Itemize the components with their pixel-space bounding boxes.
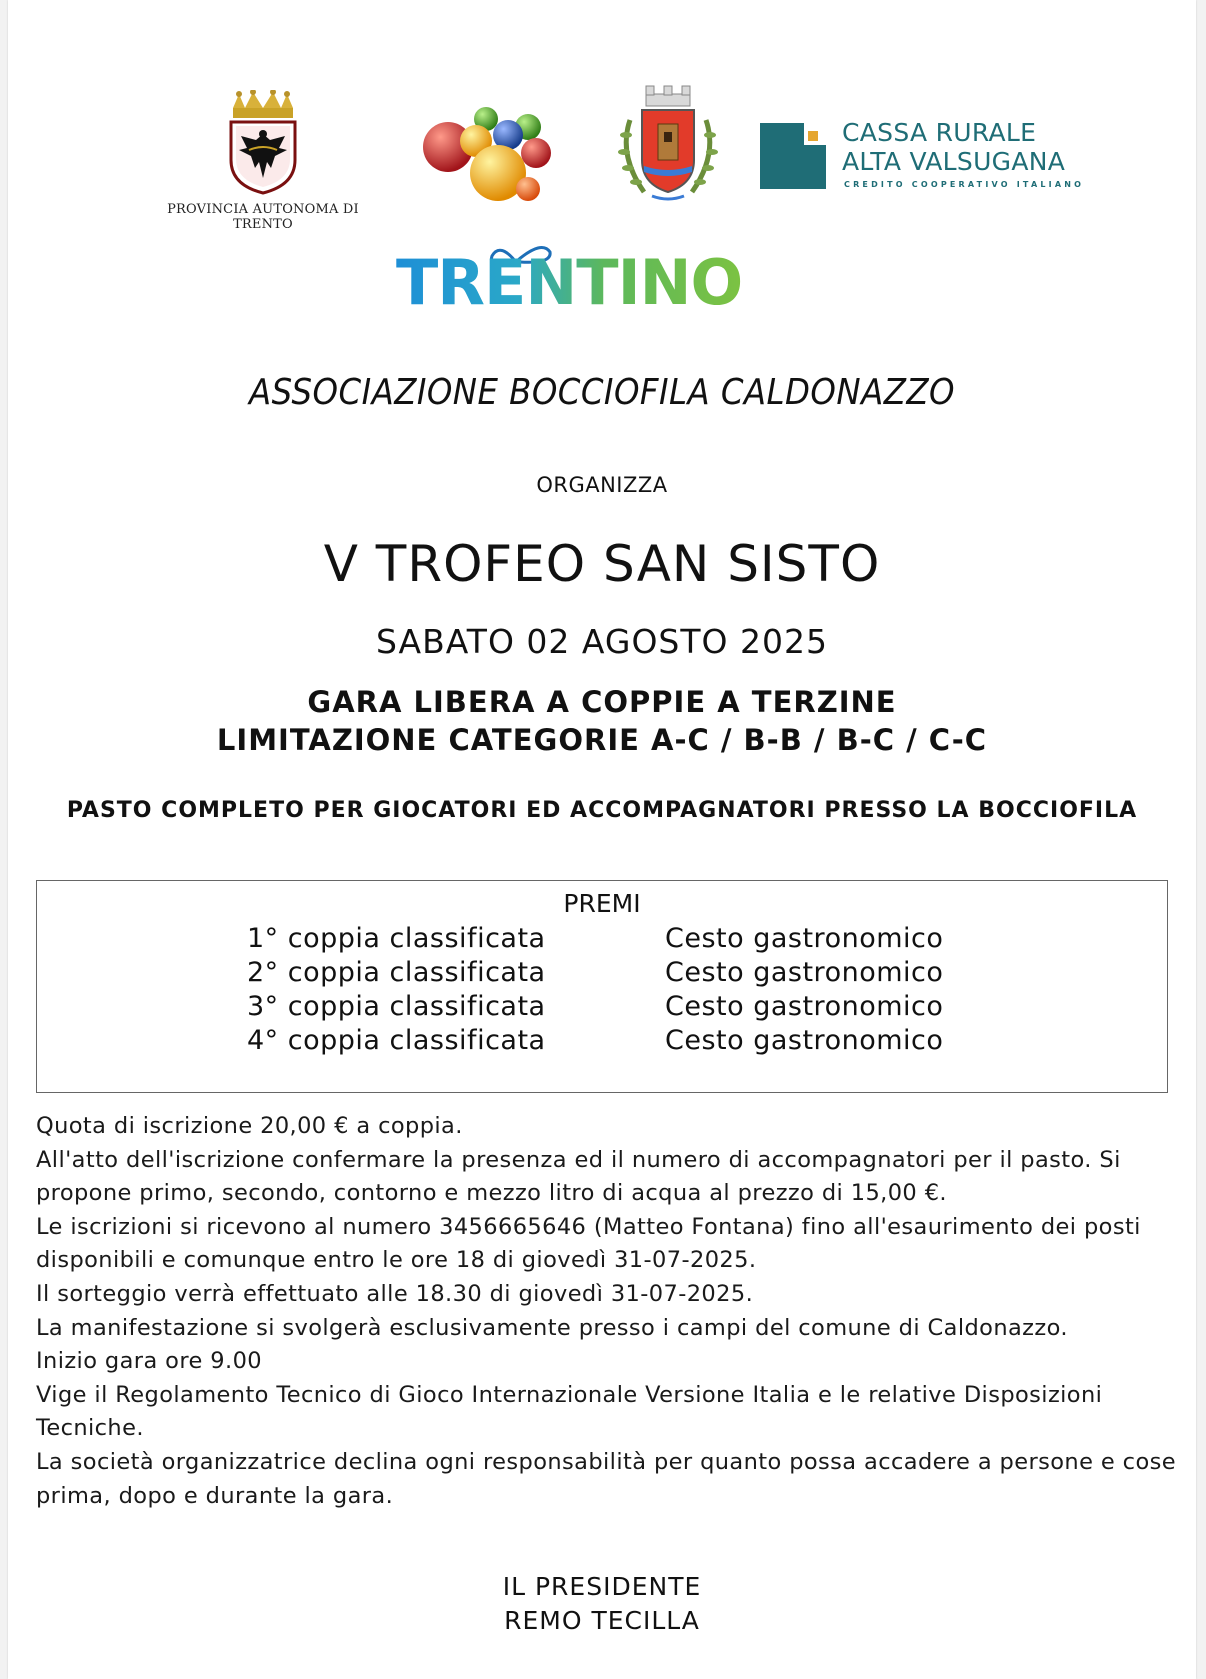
info-line: Inizio gara ore 9.00 (36, 1348, 263, 1375)
flyer-page (8, 0, 1196, 1679)
cassa-subtitle: CREDITO COOPERATIVO ITALIANO (844, 180, 1085, 189)
signature-name: REMO TECILLA (504, 1606, 700, 1635)
prizes-title: PREMI (563, 889, 641, 918)
provincia-logo (138, 90, 388, 230)
info-line: Le iscrizioni si ricevono al numero 3456665646 (Matteo Fontana) fino all'esaurimento dei posti disponibili e comunque entro le ore 18 di giovedì 31-07-2025. (36, 1213, 1141, 1274)
cassa-square-icon (760, 123, 826, 189)
signature-role: IL PRESIDENTE (502, 1572, 702, 1601)
prize-item: Cesto gastronomico (665, 991, 944, 1022)
cassa-name (842, 118, 1065, 176)
info-line: La manifestazione si svolgerà esclusivamente presso i campi del comune di Caldonazzo. (36, 1314, 1068, 1341)
association-name: ASSOCIAZIONE BOCCIOFILA CALDONAZZO (249, 372, 955, 413)
prize-row (37, 923, 1167, 957)
eagle-crest-icon (223, 90, 303, 195)
signature (8, 1570, 1196, 1638)
prize-place: 3° coppia classificata (247, 991, 546, 1022)
prize-place: 1° coppia classificata (247, 923, 546, 954)
cassa-name-line2: ALTA VALSUGANA (842, 147, 1066, 176)
prizes-box (36, 880, 1168, 1093)
comune-crest-logo (608, 80, 728, 210)
prize-item: Cesto gastronomico (665, 1025, 944, 1056)
race-line-1: GARA LIBERA A COPPIE A TERZINE (307, 685, 897, 719)
prize-place: 4° coppia classificata (247, 1025, 546, 1056)
prize-row (37, 991, 1167, 1025)
cassa-rurale-logo (760, 118, 1090, 198)
trentino-logo (396, 240, 836, 320)
info-line: Vige il Regolamento Tecnico di Gioco Internazionale Versione Italia e le relative Disposizioni Tecniche. (36, 1381, 1103, 1442)
info-line: Quota di iscrizione 20,00 € a coppia. (36, 1113, 463, 1139)
town-crest-icon (608, 80, 728, 210)
bocce-balls-logo (416, 105, 566, 215)
race-info (8, 683, 1196, 759)
info-line: La società organizzatrice declina ogni responsabilità per quanto possa accadere a persone e cose prima, dopo e durante la gara. (36, 1448, 1176, 1509)
prize-item: Cesto gastronomico (665, 957, 944, 988)
prize-row (37, 957, 1167, 991)
provincia-caption: PROVINCIA AUTONOMA DI TRENTO (167, 202, 359, 232)
meal-info: PASTO COMPLETO PER GIOCATORI ED ACCOMPAGNATORI PRESSO LA BOCCIOFILA (66, 798, 1138, 823)
trentino-wordmark (396, 240, 836, 320)
event-title: V TROFEO SAN SISTO (323, 535, 881, 593)
race-line-2: LIMITAZIONE CATEGORIE A-C / B-B / B-C / C-C (216, 723, 988, 757)
svg-text:TRENTINO: TRENTINO (396, 246, 743, 319)
info-line: All'atto dell'iscrizione confermare la presenza ed il numero di accompagnatori per il pasto. Si propone primo, secondo, contorno e mezzo litro di acqua al prezzo di 15,00 €. (36, 1146, 1121, 1207)
bocce-balls-icon (416, 105, 566, 215)
prize-place: 2° coppia classificata (247, 957, 546, 988)
organizza-label: ORGANIZZA (536, 473, 668, 497)
prize-row (37, 1025, 1167, 1059)
prize-item: Cesto gastronomico (665, 923, 944, 954)
info-text (36, 1110, 1176, 1513)
info-line: Il sorteggio verrà effettuato alle 18.30 di giovedì 31-07-2025. (36, 1280, 754, 1307)
event-date: SABATO 02 AGOSTO 2025 (376, 622, 828, 661)
cassa-name-line1: CASSA RURALE (842, 118, 1037, 147)
